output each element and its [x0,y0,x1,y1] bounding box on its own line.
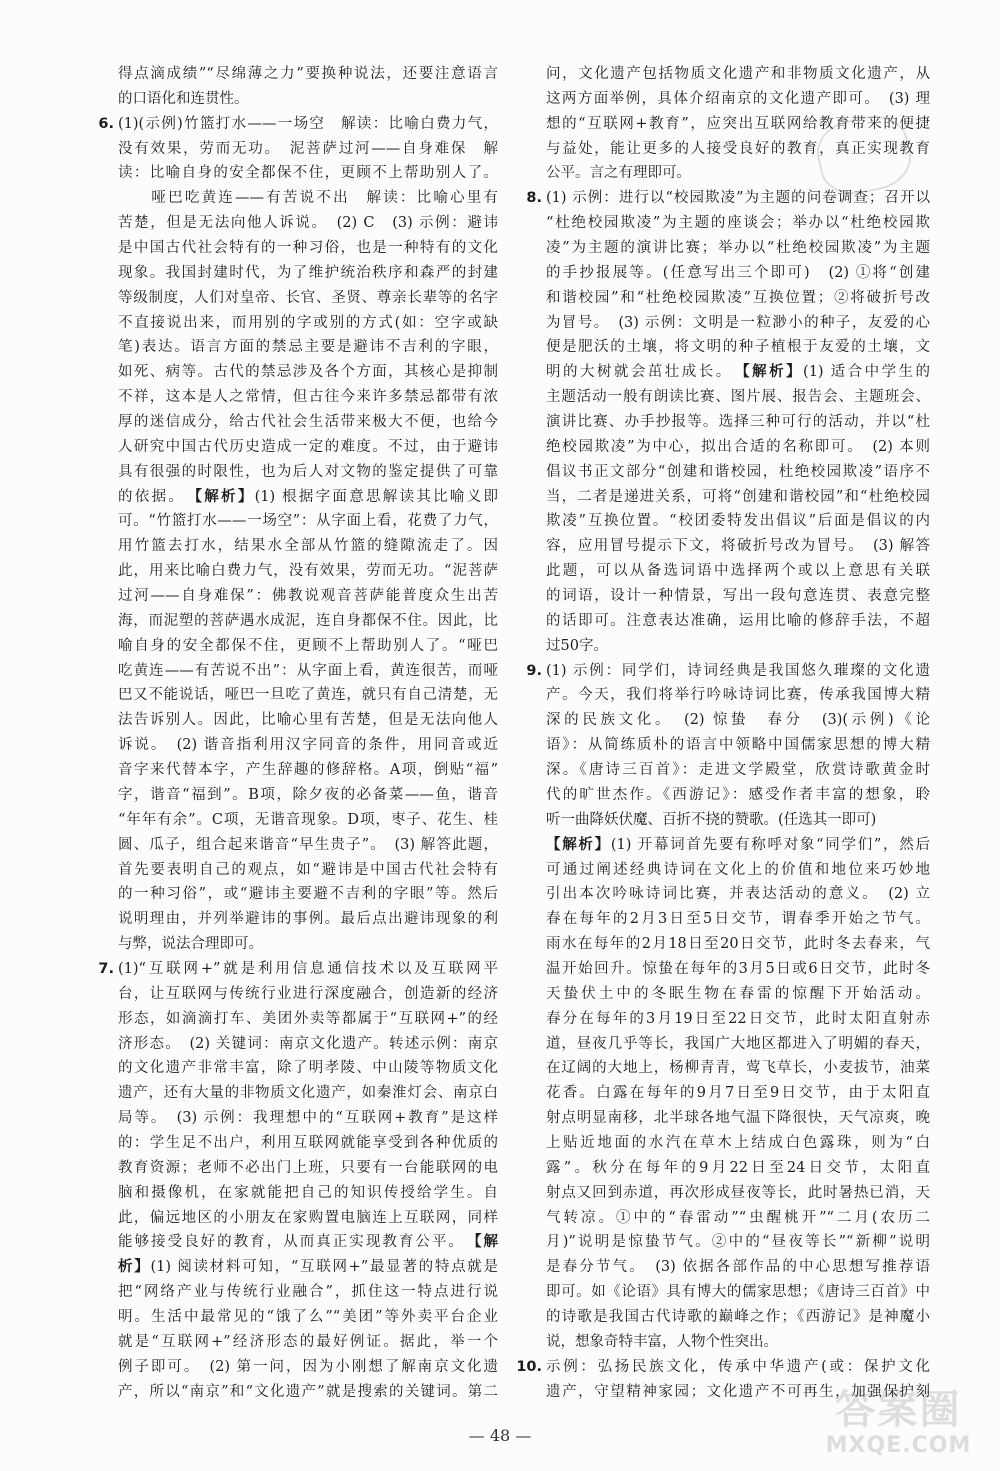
text-segment: 倡议书正文部分“创建和谐校园，杜绝校园欺凌”语序不 [546,463,930,480]
text-line [546,833,930,858]
text-segment: (1) 开幕词首先要有称呼对象“同学们”，然后 [610,836,930,853]
text-segment: 诉说。 (2) 谐音指利用汉字同音的条件，用同音或近 [118,737,498,754]
text-segment: 是春分节气。 (3) 依据各部作品的中心思想写推荐语 [546,1259,930,1276]
item-number: 7. [98,960,114,977]
text-segment: 可。“竹篮打水——一场空”：从字面上看，花费了力气， [118,513,498,530]
text-segment: 温开始回升。惊蛰在每年的3月5日或6日交节，此时冬 [546,960,930,977]
text-segment: 说明理由，并列举避讳的事例。最后点出避讳现象的利 [118,911,498,928]
text-line [118,659,498,684]
text-segment: 人研究中国古代历史造成一定的难度。不过，由于避讳 [118,438,498,455]
text-line [546,509,930,534]
text-segment: 具有很强的时限性，也为后人对文物的鉴定提供了可靠 [118,463,498,480]
text-segment: 和谐校园”和“杜绝校园欺凌”互换位置；②将破折号改 [546,289,930,306]
text-segment: 此题，可以从备选词语中选择两个或以上意思有关联 [546,563,930,580]
text-line [118,410,498,435]
text-line [118,683,498,708]
right-column [516,62,931,1404]
text-line [118,286,498,311]
text-line [98,957,498,982]
analysis-label: 析】 [118,1258,151,1276]
text-segment: 雨水在每年的2月18日至20日交节，此时冬去春来，气 [546,936,930,953]
text-line [546,1081,930,1106]
text-segment: 明。生活中最常见的“饿了么”“美团”等外卖平台企业 [118,1308,498,1325]
text-line [118,1230,498,1255]
text-line [546,907,930,932]
text-line [118,932,498,957]
text-segment: 海，而泥塑的菩萨遇水成泥，连自身都保不住。因此，比 [118,612,498,629]
text-line [118,584,498,609]
text-segment: 能够接受良好的教育，从而真正实现教育公平。 [118,1234,475,1251]
text-line [118,733,498,758]
text-segment: 的一种习俗”，或“避讳主要避不吉利的字眼”等。然后 [118,886,498,903]
text-segment: 与益处，能让更多的人接受良好的教育，真正实现教育 [546,140,930,157]
text-line [118,808,498,833]
item-number: 8. [526,190,542,207]
text-segment: 圆、瓜子，组合起来谐音“早生贵子”。 (3) 解答此题， [118,836,498,853]
text-segment: 法告诉别人。因此，比喻心里有苦楚，但是无法向他人 [118,712,498,729]
text-line [546,683,930,708]
text-line [118,1280,498,1305]
text-line [118,460,498,485]
text-segment: 明的大树就会茁壮成长。 [546,364,743,381]
text-segment: 形态，如滴滴打车、美团外卖等都属于“互联网+”的经 [118,1010,498,1027]
text-line [118,87,498,112]
text-segment: 语》：从简练质朴的语言中领略中国儒家思想的博大精 [546,737,930,754]
text-segment: 凌”为主题的演讲比赛；举办以“杜绝校园欺凌”为主题 [546,240,930,257]
text-segment: (1)(示例)竹篮打水——一场空 解读：比喻白费力气， [118,115,498,132]
text-segment: 把“网络产业与传统行业融合”，抓住这一特点进行说 [118,1284,498,1301]
text-segment: 产。今天，我们将举行吟咏诗词比赛，传承我国博大精 [546,687,930,704]
text-line [118,1255,498,1280]
text-line [118,1355,498,1380]
text-segment: 的话即可。注意表达准确，运用比喻的修辞手法，不超 [546,612,930,629]
text-segment: 厚的迷信成分，给古代社会生活带来极大不便，也给今 [118,414,498,431]
text-segment: 深。《唐诗三百首》：走进文学殿堂，欣赏诗歌黄金时 [546,762,930,779]
text-segment: (1)“互联网+”就是利用信息通信技术以及互联网平 [118,960,498,977]
text-segment: (1) 示例：进行以“校园欺凌”为主题的问卷调查；召开以 [546,190,930,207]
text-segment: 即可。如《论语》具有博大的儒家思想；《唐诗三百首》中 [546,1284,930,1301]
text-line [118,211,498,236]
text-line [546,410,930,435]
text-segment: 局等。 (3) 示例：我理想中的“互联网+教育”是这样 [118,1110,498,1127]
text-line [546,609,930,634]
text-line [546,1206,930,1231]
text-line [118,758,498,783]
text-segment: 济形态。 (2) 关键词：南京文化遗产。转述示例：南京 [118,1035,498,1052]
text-line [546,882,930,907]
text-line [118,261,498,286]
text-segment: 上贴近地面的水汽在草木上结成白色露珠，则为“白 [546,1134,930,1151]
text-segment: 当，二者是递进关系，可将“创建和谐校园”和“杜绝校园 [546,488,930,505]
text-line [546,559,930,584]
text-segment: 在辽阔的大地上，杨柳青青，莺飞草长，小麦拔节，油菜 [546,1060,930,1077]
text-segment: 读：比喻自身的安全都保不住，更顾不上帮助别人了。 [118,165,498,182]
text-line [118,634,498,659]
text-line [118,559,498,584]
text-segment: (1) 示例：同学们，诗词经典是我国悠久璀璨的文化遗 [546,662,930,679]
text-segment: 的：学生足不出户，利用互联网就能享受到各种优质的 [118,1134,498,1151]
text-segment: 得点滴成绩”“尽绵薄之力”要换种说法，还要注意语言 [118,66,498,82]
text-line [546,435,930,460]
item-number: 9. [526,662,542,679]
text-segment: 哑巴吃黄连——有苦说不出 解读：比喻心里有 [118,190,498,207]
text-line [546,236,930,261]
text-line [546,335,930,360]
text-segment: (1) 阅读材料可知，“互联网+”最显著的特点就是 [150,1259,499,1276]
text-line [516,1355,930,1380]
text-segment: 苦楚，但是无法向他人诉说。 (2) C (3) 示例：避讳 [118,215,498,232]
text-line [118,335,498,360]
text-line [546,1131,930,1156]
text-line [546,1230,930,1255]
text-line [546,733,930,758]
text-segment: 用竹篮去打水，结果水全部从竹篮的缝隙流走了。因 [118,538,498,555]
text-segment: 春在每年的2月3日至5日交节，谓春季开始之节气。 [546,911,930,928]
text-segment: 容，应用冒号提示下文，将破折号改为冒号。 (3) 解答 [546,538,930,555]
text-segment: 射点明显南移，北半球各地气温下降很快，天气凉爽，晚 [546,1110,930,1127]
analysis-label: 【解析】 [546,835,611,853]
text-segment: 遗产，还有大量的非物质文化遗产，如秦淮灯会、南京白 [118,1085,498,1102]
text-line [118,62,498,87]
text-line [546,211,930,236]
text-segment: 春分在每年的3月19日至22日交节，此时太阳直射赤 [546,1010,930,1027]
text-line [546,1032,930,1057]
text-line [118,982,498,1007]
text-line [546,261,930,286]
text-line [546,858,930,883]
text-line [118,1056,498,1081]
text-segment: 过50字。 [546,637,608,654]
text-segment: 没有效果，劳而无功。 泥菩萨过河——自身难保 解 [118,140,498,157]
text-line [118,509,498,534]
text-line [546,385,930,410]
text-segment: 绝校园欺凌”为中心，拟出合适的名称即可。 (2) 本则 [546,438,930,455]
text-line [118,1131,498,1156]
left-column [98,62,499,1404]
text-line [546,1255,930,1280]
analysis-label: 【解析】 [194,487,255,505]
item-number: 10. [516,1358,542,1375]
text-segment: 气转凉。①中的“春雷动”“虫醒桃开”“二月(农历二 [546,1209,930,1226]
text-segment: 此，偏远地区的小朋友在家购置电脑连上互联网，同样 [118,1209,498,1226]
text-segment: 主题活动一般有朗读比赛、图片展、报告会、主题班会、 [546,389,930,406]
text-line [546,87,930,112]
text-segment: 露”。秋分在每年的9月22日至24日交节，太阳直 [546,1159,930,1176]
text-line [546,783,930,808]
text-segment: 的口语化和连贯性。 [118,90,249,107]
text-line [546,311,930,336]
text-line [546,1106,930,1131]
text-segment: 可通过阐述经典诗词在文化上的价值和地位来巧妙地 [546,861,930,878]
text-line [546,1305,930,1330]
text-line [546,460,930,485]
text-segment: 道，昼夜几乎等长，我国广大地区都进入了明媚的春天， [546,1035,930,1052]
text-line [118,161,498,186]
text-segment: 深的民族文化。 (2) 惊蛰 春分 (3)(示例)《论 [546,712,930,729]
text-line [546,534,930,559]
text-line [118,137,498,162]
text-line [118,882,498,907]
text-segment: 笔)表达。语言方面的禁忌主要是避讳不吉利的字眼， [118,339,498,356]
text-line [118,236,498,261]
page-number: — 48 — [468,1426,532,1445]
text-segment: 为冒号。 (3) 示例：文明是一粒渺小的种子，友爱的心 [546,314,930,331]
text-line [118,1380,498,1405]
text-line [546,708,930,733]
text-line [98,112,498,137]
text-segment: 的诗歌是我国古代诗歌的巅峰之作；《西游记》是神魔小 [546,1308,930,1325]
text-line [546,957,930,982]
text-segment: 现象。我国封建时代，为了维护统治秩序和森严的封建 [118,264,498,281]
text-segment: “年年有余”。C项，无谐音现象。D项，枣子、花生、桂 [118,811,498,828]
watermark-logo-text: 答案圈 [835,1387,962,1433]
analysis-label: 【解 [474,1233,499,1251]
text-segment: 如死、病等。古代的禁忌涉及各个方面，其核心是抑制 [118,364,498,381]
text-segment: 花香。白露在每年的9月7日至9日交节，由于太阳直 [546,1085,930,1102]
text-segment: 不祥，这本是人之常情，但古往今来许多禁忌都带有浓 [118,389,498,406]
text-segment: 过河——自身难保”：佛教说观音菩萨能普度众生出苦 [118,588,498,605]
text-segment: 喻自身的安全都保不住，更顾不上帮助别人了。“哑巴 [118,637,498,654]
text-line [546,62,930,87]
text-line [118,1156,498,1181]
text-line [546,808,930,833]
text-segment: 的词语，设计一种情景，写出一段句意连贯、表意完整 [546,588,930,605]
text-line [118,1181,498,1206]
text-segment: 引出本次吟咏诗词比赛，并表达活动的意义。 (2) 立 [546,886,930,903]
text-line [546,485,930,510]
text-line [118,609,498,634]
text-segment: 巴又不能说话，哑巴一旦吃了黄连，就只有自己清楚，无 [118,687,498,704]
text-line [546,634,930,659]
text-line [546,1156,930,1181]
text-line [118,783,498,808]
text-segment: 欺凌”互换位置。“校团委特发出倡议”后面是倡议的内 [546,513,930,530]
text-segment: (1) 适合中学生的 [803,364,931,381]
text-segment: 台，让互联网与传统行业进行深度融合，创造新的经济 [118,985,498,1002]
text-segment: 代的旷世杰作。《西游记》：感受作者丰富的想象，聆 [546,786,930,803]
text-segment: 吃黄连——有苦说不出”：从字面上看，黄连很苦，而哑 [118,662,498,679]
text-line [118,1206,498,1231]
text-line [546,286,930,311]
text-segment: 射点又回到赤道，再次形成昼夜等长，此时暑热已消，天 [546,1184,930,1201]
text-segment: 说，想象奇特丰富，人物个性突出。 [546,1333,778,1350]
watermark-logo [811,1387,986,1459]
text-line [546,932,930,957]
text-segment: 此，用来比喻白费力气，没有效果，劳而无功。“泥菩萨 [118,563,498,580]
text-segment: 的文化遗产非常丰富，除了明孝陵、中山陵等物质文化 [118,1060,498,1077]
text-line [118,1032,498,1057]
text-segment: “杜绝校园欺凌”为主题的座谈会；举办以“杜绝校园欺 [546,215,930,232]
text-segment: 便是肥沃的土壤，将文明的种子植根于友爱的土壤，文 [546,339,930,356]
text-line [118,534,498,559]
item-number: 6. [98,115,114,132]
text-segment: 的依据。 [118,488,195,505]
text-line [118,311,498,336]
text-line [118,1007,498,1032]
watermark-url: MXQE.COM [825,1433,972,1458]
text-segment: 遗产，守望精神家园；文化遗产不可再生，加强保护刻 [546,1383,930,1400]
text-segment: (1) 根据字面意思解读其比喻义即 [254,488,499,505]
text-segment: 天蛰伏土中的冬眠生物在春雷的惊醒下开始活动。 [546,985,930,1002]
text-segment: 首先要表明自己的观点，如“避讳是中国古代社会特有 [118,861,498,878]
text-line [118,360,498,385]
text-line [546,1056,930,1081]
text-segment: 月)”说明是惊蛰节气。②中的“昼夜等长”“新柳”说明 [546,1234,930,1251]
text-line [546,982,930,1007]
text-line [546,1007,930,1032]
text-line [118,1081,498,1106]
text-line [118,435,498,460]
text-line [118,833,498,858]
text-segment: 脑和摄像机，在家就能把自己的知识传授给学生。自 [118,1184,498,1201]
text-line [546,1330,930,1355]
text-line [526,659,930,684]
text-segment: 字，谐音“福到”。B项，除夕夜的必备菜——鱼，谐音 [118,786,498,803]
text-line [118,186,498,211]
text-segment: 教育资源；老师不必出门上班，只要有一台能联网的电 [118,1159,498,1176]
text-segment: 音字来代替本字，产生辞趣的修辞格。A项，倒贴“福” [118,762,498,779]
text-segment: 这两方面举例，具体介绍南京的文化遗产即可。 (3) 理 [546,90,930,107]
text-segment: 是中国古代社会特有的一种习俗，也是一种特有的文化 [118,240,498,257]
text-line [118,907,498,932]
text-segment: 示例：弘扬民族文化，传承中华遗产(或：保护文化 [546,1358,930,1375]
analysis-label: 【解析】 [742,363,804,381]
text-line [546,1280,930,1305]
text-line [546,1181,930,1206]
text-line [546,584,930,609]
text-segment: 等级制度，人们对皇帝、长官、圣贤、尊亲长辈等的名字 [118,289,498,306]
text-line [118,858,498,883]
text-line [118,708,498,733]
text-line [118,1330,498,1355]
text-line [546,360,930,385]
text-segment: 问，文化遗产包括物质文化遗产和非物质文化遗产，从 [546,66,930,82]
text-segment: 演讲比赛、办手抄报等。选择三种可行的活动，并以“杜 [546,414,930,431]
text-segment: 听一曲降妖伏魔、百折不挠的赞歌。(任选其一即可) [546,811,877,828]
text-segment: 与弊，说法合理即可。 [118,936,263,953]
text-line [546,758,930,783]
text-segment: 例子即可。 (2) 第一问，因为小刚想了解南京文化遗 [118,1358,498,1375]
text-segment: 产，所以“南京”和“文化遗产”就是搜索的关键词。第二 [118,1383,498,1400]
text-line [118,1305,498,1330]
text-segment: 公平。言之有理即可。 [546,165,691,182]
text-segment: 想的“互联网+教育”，应突出互联网给教育带来的便捷 [546,115,930,132]
text-segment: 的手抄报展等。(任意写出三个即可) (2) ①将“创建 [546,264,930,281]
text-line [118,1106,498,1131]
text-segment: 不直接说出来，而用别的字或别的方式(如：空字或缺 [118,314,498,331]
text-line [118,485,498,510]
text-line [118,385,498,410]
text-segment: 就是“互联网+”经济形态的最好例证。据此，举一个 [118,1333,498,1350]
